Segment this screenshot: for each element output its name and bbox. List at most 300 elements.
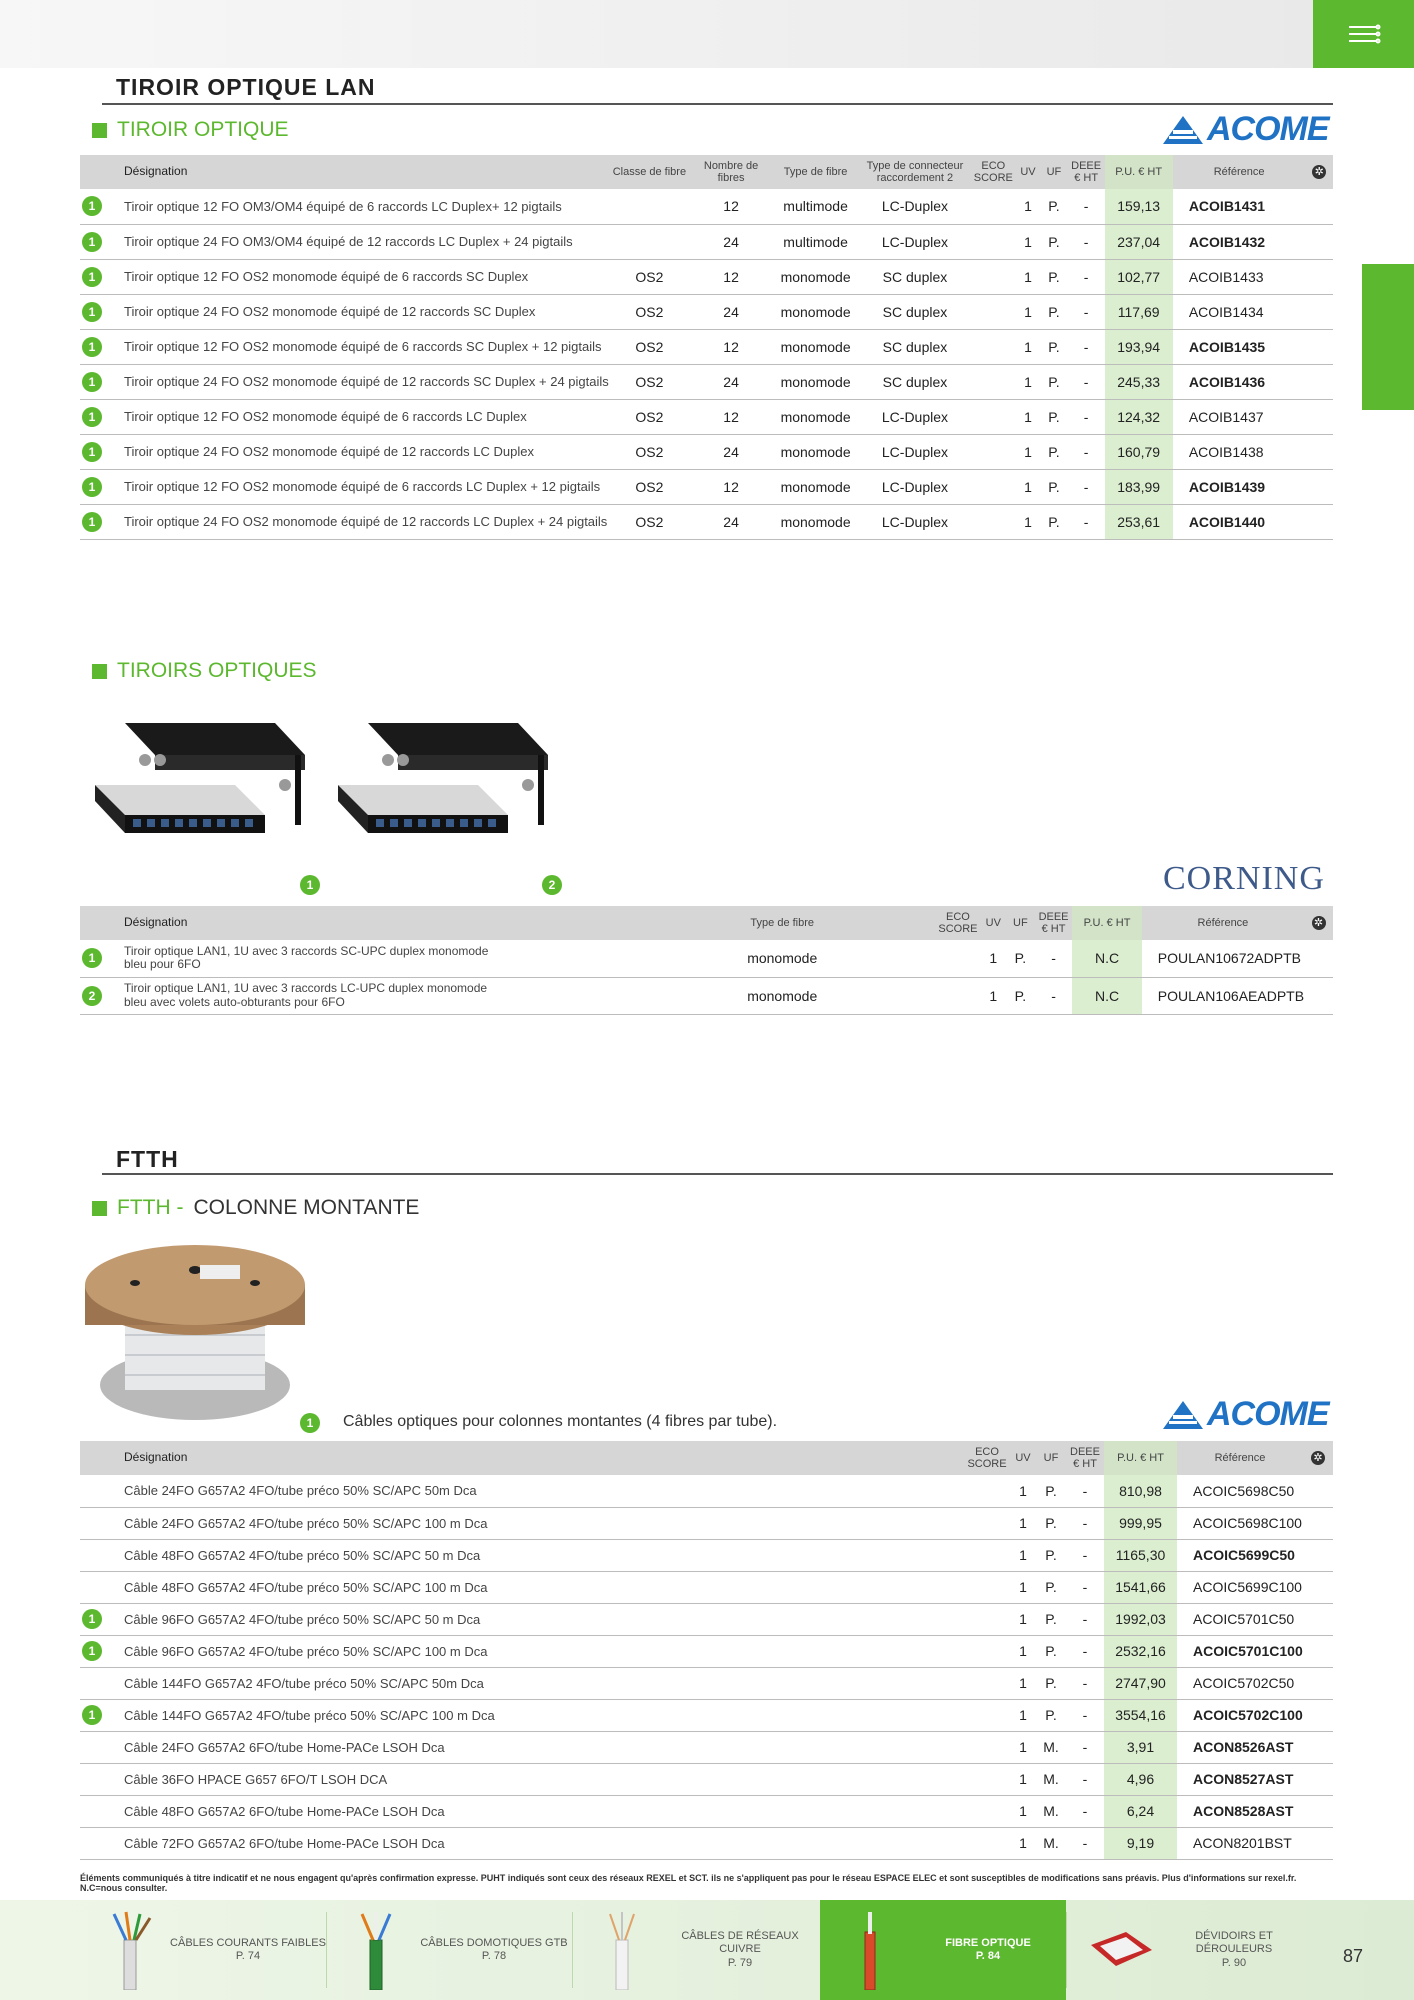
reference-cell: ACOIC5699C100 bbox=[1177, 1571, 1303, 1603]
designation-cell bbox=[80, 189, 609, 224]
fiber-type-cell: monomode bbox=[772, 434, 859, 469]
copper-network-cable-icon bbox=[592, 1910, 662, 1990]
acome-wordmark: ACOME bbox=[1207, 110, 1329, 148]
table-row bbox=[80, 1763, 1333, 1795]
uv-cell: 1 bbox=[1016, 224, 1040, 259]
blank-cell bbox=[1303, 1603, 1333, 1635]
uv-cell: 1 bbox=[1010, 1731, 1036, 1763]
designation-text-2: bleu pour 6FO bbox=[124, 957, 201, 972]
footer-nav-item[interactable] bbox=[1066, 1900, 1312, 2000]
uv-cell: 1 bbox=[1010, 1603, 1036, 1635]
item-number-badge: 1 bbox=[82, 442, 102, 462]
reference-cell: ACON8527AST bbox=[1177, 1763, 1303, 1795]
square-bullet-icon bbox=[92, 123, 107, 138]
section-rule bbox=[102, 1173, 1333, 1175]
price-cell: 2532,16 bbox=[1104, 1635, 1177, 1667]
connector-cell: LC-Duplex bbox=[859, 399, 971, 434]
uf-cell: P. bbox=[1036, 1507, 1066, 1539]
eco-score-cell bbox=[964, 1795, 1010, 1827]
product-caption: Câbles optiques pour colonnes montantes (4 fibres par tube). bbox=[343, 1413, 778, 1430]
connector-cell: LC-Duplex bbox=[859, 469, 971, 504]
acome-logo bbox=[1163, 1395, 1329, 1434]
uf-cell: P. bbox=[1036, 1667, 1066, 1699]
price-cell: 1541,66 bbox=[1104, 1571, 1177, 1603]
column-header: Référence bbox=[1173, 155, 1306, 189]
deee-cell: - bbox=[1066, 1827, 1104, 1859]
connector-cell: SC duplex bbox=[859, 364, 971, 399]
table-body bbox=[80, 1475, 1333, 1859]
uv-cell: 1 bbox=[1016, 259, 1040, 294]
home-automation-cable-icon bbox=[346, 1910, 416, 1990]
column-header bbox=[1303, 1441, 1333, 1475]
blank-cell bbox=[1305, 189, 1333, 224]
reference-cell: POULAN106AEADPTB bbox=[1142, 977, 1304, 1014]
table-row bbox=[80, 977, 1333, 1014]
reference-cell: ACOIC5702C50 bbox=[1177, 1667, 1303, 1699]
photo-number-badge: 1 bbox=[300, 1413, 320, 1433]
designation-cell bbox=[80, 224, 609, 259]
uf-cell: P. bbox=[1036, 1603, 1066, 1635]
price-cell: 102,77 bbox=[1105, 259, 1173, 294]
designation-cell bbox=[80, 1507, 964, 1539]
menu-tab[interactable] bbox=[1313, 0, 1414, 68]
fiber-type-cell: multimode bbox=[772, 189, 859, 224]
column-header: UV bbox=[981, 906, 1006, 940]
fiber-count-cell: 24 bbox=[690, 504, 772, 539]
designation-cell bbox=[80, 329, 609, 364]
uf-cell: P. bbox=[1040, 224, 1068, 259]
cable-reel-icon bbox=[1086, 1910, 1156, 1990]
deee-cell: - bbox=[1066, 1699, 1104, 1731]
uv-cell: 1 bbox=[1010, 1571, 1036, 1603]
eco-score-cell bbox=[971, 469, 1016, 504]
fiber-type-cell: monomode bbox=[772, 329, 859, 364]
uv-cell: 1 bbox=[1010, 1507, 1036, 1539]
item-number-badge: 1 bbox=[82, 477, 102, 497]
footnote: Éléments communiqués à titre indicatif et ne nous engagent qu'après confirmation expresse. PUHT indiqués sont ceux des réseaux REXEL et SCT. ils ne s'appliquent pas pour le réseau ESPACE ELEC et sont susceptibles de modifications sans préavis. Plus d'informations sur rexel.fr. N.C=nous consulter. bbox=[80, 1873, 1297, 1893]
fiber-type-cell: monomode bbox=[772, 504, 859, 539]
photo-number-badge: 2 bbox=[542, 875, 562, 895]
low-current-cable-icon bbox=[100, 1910, 170, 1990]
connector-cell: SC duplex bbox=[859, 259, 971, 294]
uv-cell: 1 bbox=[1016, 504, 1040, 539]
uf-cell: P. bbox=[1036, 1475, 1066, 1507]
footer-nav-page: P. 90 bbox=[1221, 1956, 1247, 1969]
table-row bbox=[80, 1667, 1333, 1699]
blank-cell bbox=[1303, 1571, 1333, 1603]
deee-cell: - bbox=[1066, 1795, 1104, 1827]
designation-cell bbox=[80, 259, 609, 294]
deee-cell: - bbox=[1068, 434, 1105, 469]
designation-cell bbox=[80, 1795, 964, 1827]
item-number-badge: 1 bbox=[82, 232, 102, 252]
eco-score-cell bbox=[964, 1475, 1010, 1507]
item-number-badge: 1 bbox=[82, 1705, 102, 1725]
table-row bbox=[80, 469, 1333, 504]
blank-cell bbox=[1303, 1699, 1333, 1731]
subsection-title bbox=[92, 118, 289, 142]
price-cell: 245,33 bbox=[1105, 364, 1173, 399]
designation-cell bbox=[80, 1571, 964, 1603]
designation-text: Câble 24FO G657A2 6FO/tube Home-PACe LSOH Dca bbox=[124, 1739, 445, 1755]
table-row bbox=[80, 1475, 1333, 1507]
eco-score-cell bbox=[971, 434, 1016, 469]
uf-cell: P. bbox=[1040, 399, 1068, 434]
blank-cell bbox=[1304, 940, 1333, 977]
table-row bbox=[80, 329, 1333, 364]
footer-nav bbox=[0, 1900, 1414, 2000]
footer-nav-label bbox=[910, 1937, 1066, 1963]
optical-drawer-photo-1 bbox=[85, 715, 307, 855]
subsection-label: TIROIRS OPTIQUES bbox=[117, 659, 317, 682]
reference-cell: ACOIB1433 bbox=[1173, 259, 1306, 294]
deee-cell: - bbox=[1066, 1763, 1104, 1795]
deee-cell: - bbox=[1068, 364, 1105, 399]
table-row bbox=[80, 1827, 1333, 1859]
reference-cell: ACOIB1435 bbox=[1173, 329, 1306, 364]
fiber-count-cell: 12 bbox=[690, 399, 772, 434]
deee-cell: - bbox=[1068, 329, 1105, 364]
table-row bbox=[80, 504, 1333, 539]
table-row bbox=[80, 434, 1333, 469]
designation-text: Tiroir optique 24 FO OM3/OM4 équipé de 12 raccords LC Duplex + 24 pigtails bbox=[124, 234, 573, 249]
column-header: UF bbox=[1006, 906, 1035, 940]
designation-text: Tiroir optique 24 FO OS2 monomode équipé de 12 raccords LC Duplex + 24 pigtails bbox=[124, 514, 608, 529]
fiber-count-cell: 24 bbox=[690, 364, 772, 399]
uf-cell: P. bbox=[1006, 940, 1035, 977]
fiber-type-cell: monomode bbox=[772, 259, 859, 294]
deee-cell: - bbox=[1068, 189, 1105, 224]
fiber-class-cell: OS2 bbox=[609, 329, 690, 364]
uv-cell: 1 bbox=[1016, 469, 1040, 504]
column-header: Référence bbox=[1177, 1441, 1303, 1475]
footer-nav-item[interactable] bbox=[326, 1900, 572, 2000]
table-row bbox=[80, 1731, 1333, 1763]
designation-text: Tiroir optique 24 FO OS2 monomode équipé de 12 raccords SC Duplex + 24 pigtails bbox=[124, 374, 609, 389]
uf-cell: P. bbox=[1036, 1699, 1066, 1731]
uv-cell: 1 bbox=[1010, 1827, 1036, 1859]
uf-cell: P. bbox=[1040, 469, 1068, 504]
uf-cell: M. bbox=[1036, 1763, 1066, 1795]
reference-cell: ACOIC5702C100 bbox=[1177, 1699, 1303, 1731]
price-cell: 160,79 bbox=[1105, 434, 1173, 469]
square-bullet-icon bbox=[92, 664, 107, 679]
eco-score-cell bbox=[964, 1763, 1010, 1795]
table-body bbox=[80, 189, 1333, 539]
table-row bbox=[80, 1795, 1333, 1827]
column-header: P.U. € HT bbox=[1104, 1441, 1177, 1475]
table-row bbox=[80, 1539, 1333, 1571]
fiber-type-cell: monomode bbox=[772, 294, 859, 329]
reference-cell: ACOIC5699C50 bbox=[1177, 1539, 1303, 1571]
price-cell: 999,95 bbox=[1104, 1507, 1177, 1539]
eco-score-cell bbox=[964, 1827, 1010, 1859]
reference-cell: ACOIC5698C50 bbox=[1177, 1475, 1303, 1507]
eco-score-cell bbox=[971, 364, 1016, 399]
fiber-class-cell: OS2 bbox=[609, 469, 690, 504]
column-header: DEEE € HT bbox=[1066, 1441, 1104, 1475]
uf-cell: P. bbox=[1006, 977, 1035, 1014]
table-row bbox=[80, 399, 1333, 434]
price-cell: 3,91 bbox=[1104, 1731, 1177, 1763]
deee-cell: - bbox=[1068, 399, 1105, 434]
table-body bbox=[80, 940, 1333, 1014]
table-header bbox=[80, 1441, 1333, 1475]
column-header: UF bbox=[1040, 155, 1068, 189]
column-header: ECO SCORE bbox=[935, 906, 981, 940]
item-number-badge: 1 bbox=[82, 196, 102, 216]
connector-cell: SC duplex bbox=[859, 294, 971, 329]
item-number-badge: 1 bbox=[82, 407, 102, 427]
designation-cell bbox=[80, 504, 609, 539]
blank-cell bbox=[1303, 1795, 1333, 1827]
uf-cell: P. bbox=[1040, 329, 1068, 364]
column-header: Nombre de fibres bbox=[690, 155, 772, 189]
designation-cell bbox=[80, 1475, 964, 1507]
column-header bbox=[1305, 155, 1333, 189]
designation-text: Tiroir optique LAN1, 1U avec 3 raccords SC-UPC duplex monomode bbox=[124, 944, 489, 959]
column-header: Désignation bbox=[80, 155, 609, 189]
eco-score-cell bbox=[964, 1699, 1010, 1731]
table-row bbox=[80, 940, 1333, 977]
item-number-badge: 1 bbox=[82, 337, 102, 357]
column-header: DEEE € HT bbox=[1068, 155, 1105, 189]
uf-cell: P. bbox=[1040, 504, 1068, 539]
designation-text: Tiroir optique 24 FO OS2 monomode équipé de 12 raccords SC Duplex bbox=[124, 304, 536, 319]
fiber-count-cell: 24 bbox=[690, 224, 772, 259]
fiber-class-cell: OS2 bbox=[609, 294, 690, 329]
square-bullet-icon bbox=[92, 1201, 107, 1216]
fiber-count-cell: 12 bbox=[690, 259, 772, 294]
price-cell: N.C bbox=[1072, 940, 1142, 977]
designation-text: Câble 144FO G657A2 4FO/tube préco 50% SC/APC 50m Dca bbox=[124, 1675, 484, 1691]
designation-text: Câble 36FO HPACE G657 6FO/T LSOH DCA bbox=[124, 1771, 388, 1787]
fiber-count-cell: 24 bbox=[690, 294, 772, 329]
designation-text: Câble 72FO G657A2 6FO/tube Home-PACe LSOH Dca bbox=[124, 1835, 445, 1851]
connector-cell: LC-Duplex bbox=[859, 224, 971, 259]
price-cell: N.C bbox=[1072, 977, 1142, 1014]
column-header: Désignation bbox=[80, 906, 629, 940]
eco-score-cell bbox=[971, 224, 1016, 259]
fiber-class-cell: OS2 bbox=[609, 504, 690, 539]
table-row bbox=[80, 1603, 1333, 1635]
eco-score-cell bbox=[964, 1635, 1010, 1667]
price-cell: 159,13 bbox=[1105, 189, 1173, 224]
item-number-badge: 2 bbox=[82, 986, 102, 1006]
eco-score-cell bbox=[964, 1539, 1010, 1571]
column-header: Désignation bbox=[80, 1441, 964, 1475]
designation-cell bbox=[80, 1539, 964, 1571]
table-row bbox=[80, 259, 1333, 294]
price-cell: 253,61 bbox=[1105, 504, 1173, 539]
reference-cell: ACOIB1438 bbox=[1173, 434, 1306, 469]
table-row bbox=[80, 1507, 1333, 1539]
reference-cell: ACON8201BST bbox=[1177, 1827, 1303, 1859]
eco-score-cell bbox=[971, 259, 1016, 294]
reference-cell: ACOIB1434 bbox=[1173, 294, 1306, 329]
reference-cell: ACOIB1437 bbox=[1173, 399, 1306, 434]
subsection-label-green: FTTH - bbox=[117, 1196, 184, 1219]
footer-nav-page: P. 78 bbox=[481, 1950, 507, 1962]
subsection-title bbox=[92, 659, 317, 683]
designation-text: Câble 48FO G657A2 4FO/tube préco 50% SC/APC 50 m Dca bbox=[124, 1547, 481, 1563]
column-header: Référence bbox=[1142, 906, 1304, 940]
uv-cell: 1 bbox=[1016, 189, 1040, 224]
eco-score-cell bbox=[971, 329, 1016, 364]
price-cell: 6,24 bbox=[1104, 1795, 1177, 1827]
footer-nav-item[interactable] bbox=[820, 1900, 1066, 2000]
fiber-class-cell: OS2 bbox=[609, 259, 690, 294]
eco-score-cell bbox=[971, 189, 1016, 224]
footer-nav-item[interactable] bbox=[80, 1900, 326, 2000]
fiber-type-cell: monomode bbox=[772, 399, 859, 434]
optical-fiber-icon bbox=[840, 1910, 910, 1990]
price-cell: 4,96 bbox=[1104, 1763, 1177, 1795]
price-cell: 237,04 bbox=[1105, 224, 1173, 259]
designation-text: Câble 96FO G657A2 4FO/tube préco 50% SC/APC 50 m Dca bbox=[124, 1611, 481, 1627]
designation-text: Câble 48FO G657A2 4FO/tube préco 50% SC/APC 100 m Dca bbox=[124, 1579, 488, 1595]
reference-cell: ACOIB1440 bbox=[1173, 504, 1306, 539]
blank-cell bbox=[1303, 1539, 1333, 1571]
footer-nav-item[interactable] bbox=[572, 1900, 818, 2000]
designation-text: Câble 24FO G657A2 4FO/tube préco 50% SC/APC 50m Dca bbox=[124, 1483, 477, 1499]
designation-text: Tiroir optique LAN1, 1U avec 3 raccords LC-UPC duplex monomode bbox=[124, 981, 488, 996]
reference-cell: ACOIC5701C50 bbox=[1177, 1603, 1303, 1635]
subsection-label-dark: COLONNE MONTANTE bbox=[193, 1196, 420, 1219]
designation-text: Câble 144FO G657A2 4FO/tube préco 50% SC/APC 100 m Dca bbox=[124, 1707, 495, 1723]
deee-cell: - bbox=[1066, 1539, 1104, 1571]
fiber-type-cell: monomode bbox=[772, 469, 859, 504]
connector-cell: SC duplex bbox=[859, 329, 971, 364]
item-number-badge: 1 bbox=[82, 512, 102, 532]
price-cell: 810,98 bbox=[1104, 1475, 1177, 1507]
price-cell: 3554,16 bbox=[1104, 1699, 1177, 1731]
blank-cell bbox=[1305, 399, 1333, 434]
uf-cell: P. bbox=[1040, 434, 1068, 469]
fiber-type-cell: monomode bbox=[629, 977, 935, 1014]
section-title: TIROIR OPTIQUE LAN bbox=[116, 74, 376, 100]
fiber-type-cell: monomode bbox=[772, 364, 859, 399]
footer-nav-label bbox=[170, 1937, 326, 1963]
side-chapter-tab[interactable] bbox=[1362, 264, 1414, 410]
deee-cell: - bbox=[1068, 504, 1105, 539]
blank-cell bbox=[1303, 1667, 1333, 1699]
footer-divider bbox=[1066, 1912, 1067, 1988]
uf-cell: P. bbox=[1036, 1571, 1066, 1603]
reference-cell: ACOIB1439 bbox=[1173, 469, 1306, 504]
price-cell: 1165,30 bbox=[1104, 1539, 1177, 1571]
designation-text: Tiroir optique 12 FO OS2 monomode équipé de 6 raccords LC Duplex + 12 pigtails bbox=[124, 479, 601, 494]
column-header: ECO SCORE bbox=[964, 1441, 1010, 1475]
column-header: Type de fibre bbox=[629, 906, 935, 940]
uf-cell: M. bbox=[1036, 1731, 1066, 1763]
footer-nav-title: CÂBLES DE RÉSEAUX CUIVRE bbox=[681, 1930, 799, 1956]
uf-cell: P. bbox=[1040, 364, 1068, 399]
footer-nav-page: P. 79 bbox=[727, 1956, 753, 1969]
price-cell: 193,94 bbox=[1105, 329, 1173, 364]
fiber-type-cell: monomode bbox=[629, 940, 935, 977]
subsection-title bbox=[92, 1196, 419, 1220]
deee-cell: - bbox=[1068, 224, 1105, 259]
uf-cell: P. bbox=[1040, 294, 1068, 329]
deee-cell: - bbox=[1035, 940, 1072, 977]
price-cell: 183,99 bbox=[1105, 469, 1173, 504]
blank-cell bbox=[1305, 364, 1333, 399]
uf-cell: P. bbox=[1036, 1635, 1066, 1667]
product-table-acome bbox=[80, 155, 1333, 540]
deee-cell: - bbox=[1035, 977, 1072, 1014]
page-number: 87 bbox=[1343, 1946, 1364, 1966]
reference-cell: ACOIB1431 bbox=[1173, 189, 1306, 224]
designation-cell bbox=[80, 1699, 964, 1731]
table-header bbox=[80, 155, 1333, 189]
recycle-icon: ✲ bbox=[1312, 916, 1326, 930]
corning-logo: CORNING bbox=[1163, 860, 1325, 897]
column-header: ECO SCORE bbox=[971, 155, 1016, 189]
uf-cell: M. bbox=[1036, 1827, 1066, 1859]
top-band bbox=[0, 0, 1414, 68]
blank-cell bbox=[1305, 329, 1333, 364]
designation-text-2: bleu avec volets auto-obturants pour 6FO bbox=[124, 994, 345, 1009]
designation-cell bbox=[80, 364, 609, 399]
footer-nav-title: FIBRE OPTIQUE bbox=[945, 1936, 1031, 1949]
footer-divider bbox=[572, 1912, 573, 1988]
designation-text: Tiroir optique 12 FO OM3/OM4 équipé de 6 raccords LC Duplex+ 12 pigtails bbox=[124, 198, 562, 214]
deee-cell: - bbox=[1066, 1571, 1104, 1603]
table-row bbox=[80, 364, 1333, 399]
eco-score-cell bbox=[964, 1603, 1010, 1635]
deee-cell: - bbox=[1066, 1635, 1104, 1667]
designation-cell bbox=[80, 434, 609, 469]
table-row bbox=[80, 294, 1333, 329]
uv-cell: 1 bbox=[1010, 1475, 1036, 1507]
designation-text: Câble 48FO G657A2 6FO/tube Home-PACe LSOH Dca bbox=[124, 1803, 445, 1819]
designation-text: Tiroir optique 24 FO OS2 monomode équipé de 12 raccords LC Duplex bbox=[124, 444, 534, 459]
item-number-badge: 1 bbox=[82, 302, 102, 322]
recycle-icon: ✲ bbox=[1311, 1451, 1325, 1465]
designation-cell bbox=[80, 1763, 964, 1795]
fiber-count-cell: 12 bbox=[690, 189, 772, 224]
deee-cell: - bbox=[1066, 1667, 1104, 1699]
deee-cell: - bbox=[1068, 259, 1105, 294]
item-number-badge: 1 bbox=[82, 267, 102, 287]
footer-nav-title: CÂBLES DOMOTIQUES GTB bbox=[420, 1936, 568, 1949]
footer-nav-title: CÂBLES COURANTS FAIBLES bbox=[170, 1936, 326, 1949]
blank-cell bbox=[1303, 1763, 1333, 1795]
column-header: Type de connecteur raccordement 2 bbox=[859, 155, 971, 189]
fiber-count-cell: 12 bbox=[690, 469, 772, 504]
price-cell: 1992,03 bbox=[1104, 1603, 1177, 1635]
item-number-badge: 1 bbox=[82, 948, 102, 968]
eco-score-cell bbox=[971, 399, 1016, 434]
price-cell: 9,19 bbox=[1104, 1827, 1177, 1859]
deee-cell: - bbox=[1066, 1507, 1104, 1539]
price-cell: 124,32 bbox=[1105, 399, 1173, 434]
blank-cell bbox=[1305, 469, 1333, 504]
item-number-badge: 1 bbox=[82, 372, 102, 392]
uf-cell: M. bbox=[1036, 1795, 1066, 1827]
eco-score-cell bbox=[964, 1667, 1010, 1699]
uv-cell: 1 bbox=[1016, 294, 1040, 329]
column-header: P.U. € HT bbox=[1072, 906, 1142, 940]
reference-cell: ACON8528AST bbox=[1177, 1795, 1303, 1827]
eco-score-cell bbox=[935, 940, 981, 977]
section-title: FTTH bbox=[116, 1146, 179, 1172]
designation-cell bbox=[80, 1731, 964, 1763]
footer-nav-page: P. 74 bbox=[235, 1950, 261, 1962]
acome-wordmark: ACOME bbox=[1207, 1395, 1329, 1433]
eco-score-cell bbox=[964, 1731, 1010, 1763]
